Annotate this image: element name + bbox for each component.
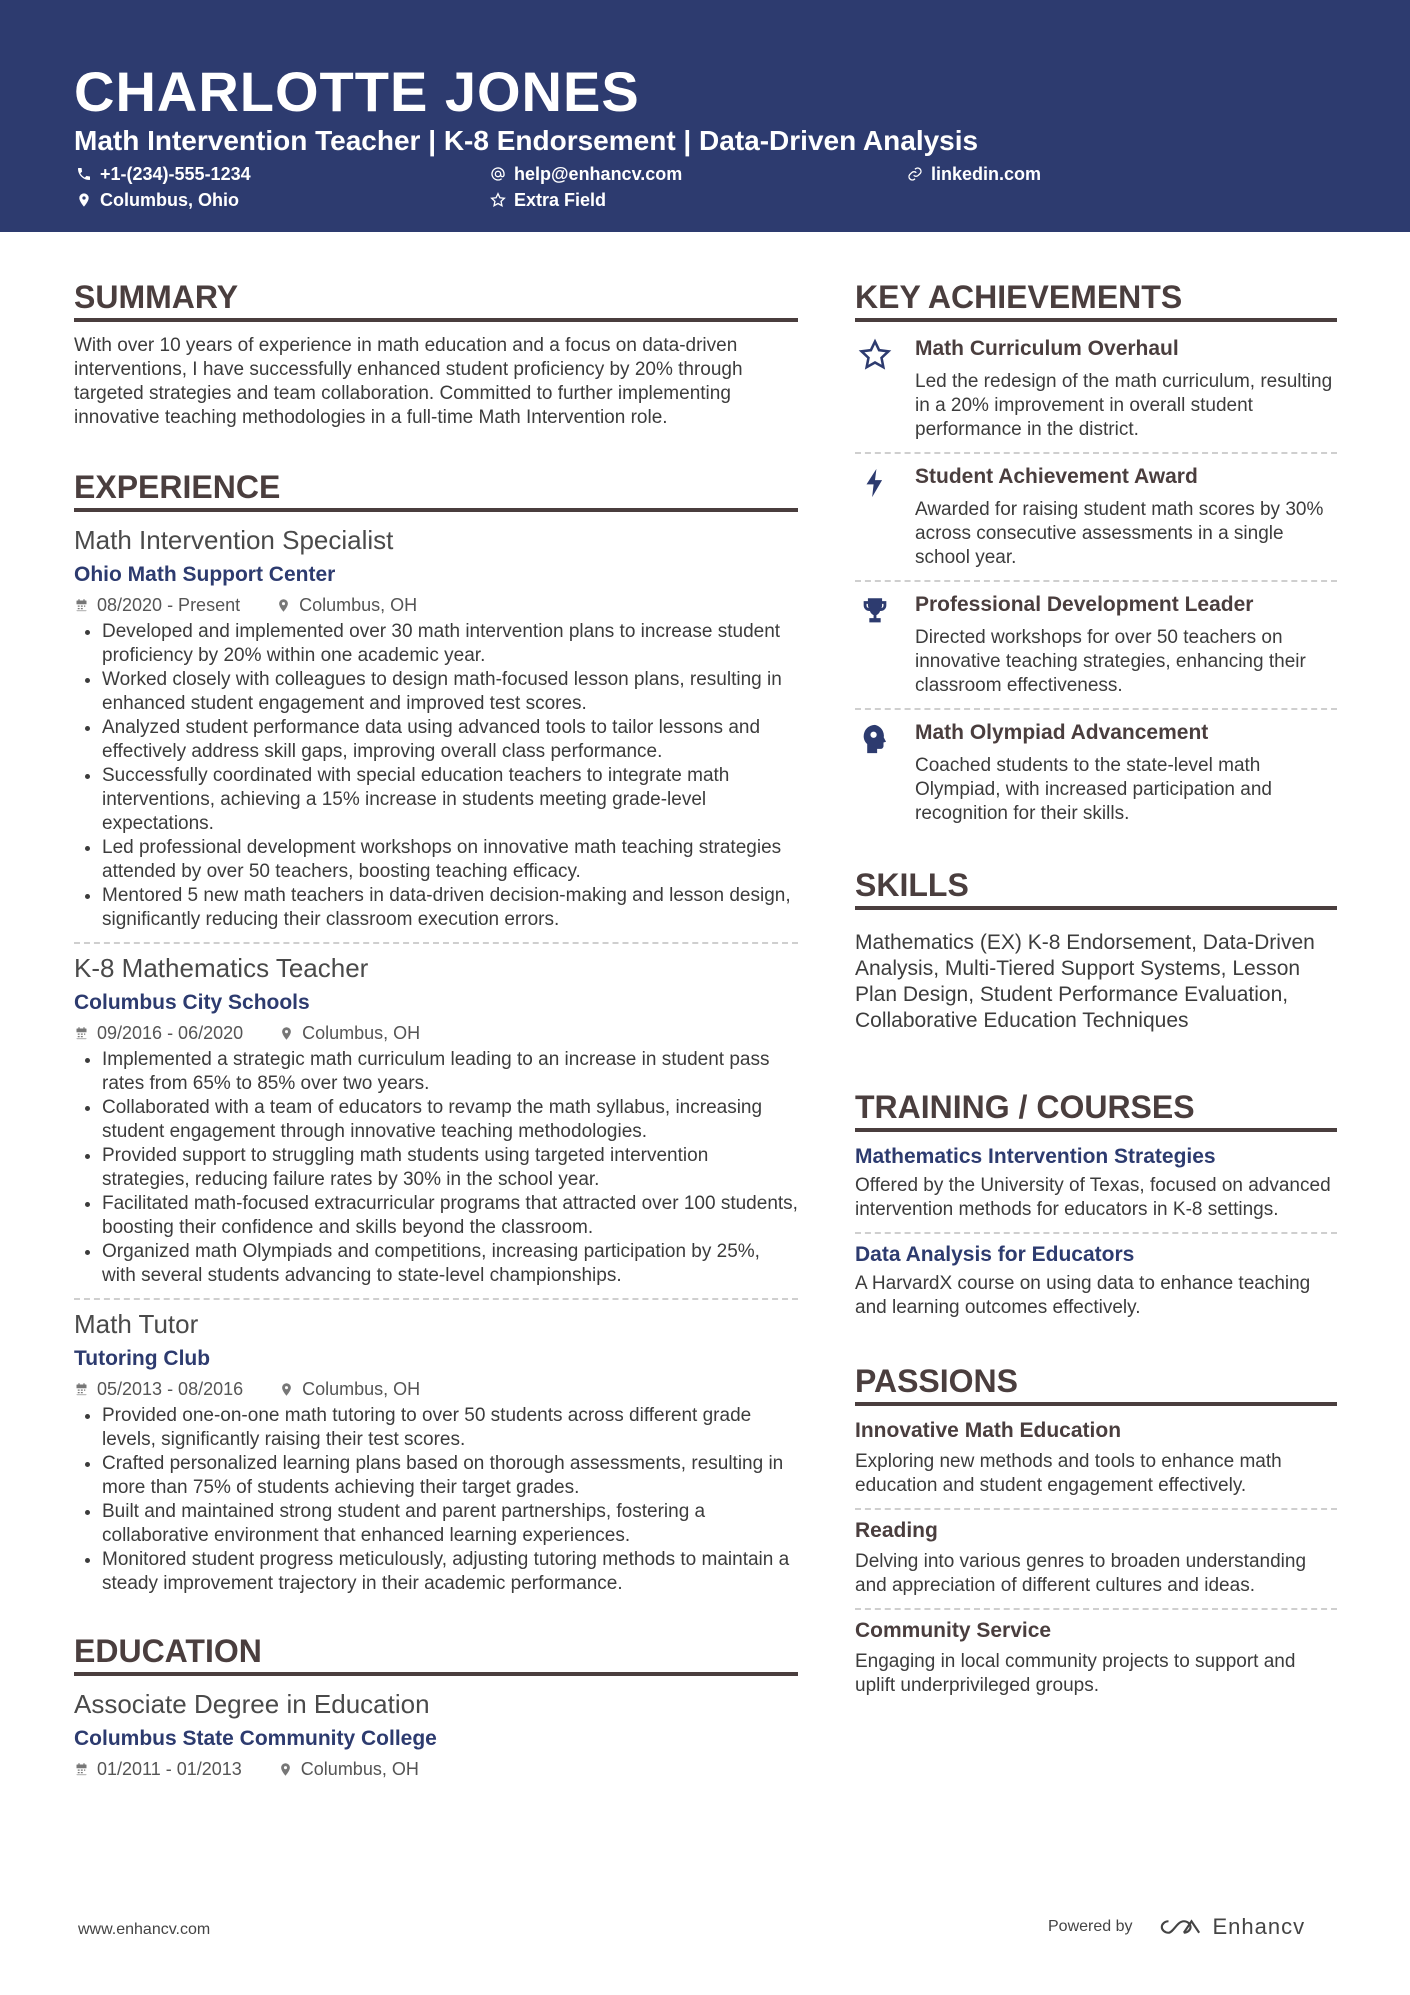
education-degree: Associate Degree in Education	[74, 1689, 430, 1719]
location-text: Columbus, Ohio	[100, 190, 239, 210]
candidate-title: Math Intervention Teacher | K-8 Endorsement | Data-Driven Analysis	[74, 125, 979, 156]
job-bullet: • Successfully coordinated with special education teachers to integrate math interventions, achieving a 15% increase in students meeting grade-level expectations.	[102, 764, 798, 836]
infinity-logo-icon	[1157, 1915, 1203, 1939]
experience-item	[74, 524, 798, 932]
job-meta	[74, 1022, 798, 1044]
achievement-title: Math Curriculum Overhaul	[915, 337, 1179, 360]
resume-header	[0, 0, 1410, 232]
at-icon	[490, 166, 506, 182]
course-desc: Offered by the University of Texas, focused on advanced intervention methods for educators in K-8 settings.	[855, 1175, 1331, 1220]
contact-extra	[490, 189, 606, 211]
job-bullets	[74, 1048, 798, 1288]
passion-title: Innovative Math Education	[855, 1419, 1122, 1442]
course-desc: A HarvardX course on using data to enhance teaching and learning outcomes effectively.	[855, 1273, 1311, 1318]
star-icon	[858, 338, 892, 372]
divider	[74, 1298, 798, 1300]
calendar-icon	[74, 1382, 89, 1397]
job-bullet: • Worked closely with colleagues to design math-focused lesson plans, resulting in enhanced student engagement and improved test scores.	[102, 668, 798, 716]
achievement-item	[855, 334, 1337, 442]
phone-text: +1-(234)-555-1234	[100, 164, 251, 184]
experience-item	[74, 1308, 798, 1596]
experience-item	[74, 952, 798, 1288]
achievement-desc: Coached students to the state-level math Olympiad, with increased participation and recognition for their skills.	[915, 755, 1272, 824]
job-bullet: • Mentored 5 new math teachers in data-driven decision-making and lesson design, significantly reducing their classroom execution errors.	[102, 884, 798, 932]
skills-heading: SKILLS	[855, 866, 1337, 910]
powered-by-text: Powered by	[1048, 1918, 1133, 1935]
job-bullets	[74, 620, 798, 932]
passion-title: Reading	[855, 1519, 938, 1542]
calendar-icon	[74, 598, 89, 613]
job-company[interactable]: Columbus City Schools	[74, 991, 310, 1014]
extra-text: Extra Field	[514, 190, 607, 210]
location-pin-icon	[76, 192, 92, 208]
footer-branding	[1048, 1914, 1305, 1940]
star-icon	[490, 192, 506, 208]
job-bullet: • Provided support to struggling math students using targeted intervention strategies, reducing failure rates by 30% in the school year.	[102, 1144, 798, 1192]
job-role: Math Intervention Specialist	[74, 525, 394, 555]
education-school[interactable]: Columbus State Community College	[74, 1727, 437, 1750]
education-meta	[74, 1758, 798, 1780]
course-title: Data Analysis for Educators	[855, 1243, 1135, 1266]
achievement-item	[855, 590, 1337, 698]
job-bullet: • Organized math Olympiads and competitions, increasing participation by 25%, with several students advancing to state-level championships.	[102, 1240, 798, 1288]
skills-text: Mathematics (EX) K-8 Endorsement, Data-Driven Analysis, Multi-Tiered Support Systems, Lesson Plan Design, Student Performance Evaluation, Collaborative Education Techniques	[855, 931, 1315, 1032]
divider	[855, 1608, 1337, 1610]
divider	[855, 452, 1337, 454]
passion-desc: Delving into various genres to broaden understanding and appreciation of different cultures and ideas.	[855, 1551, 1307, 1596]
job-role: K-8 Mathematics Teacher	[74, 953, 369, 983]
job-dates: 08/2020 - Present	[97, 595, 241, 615]
job-meta	[74, 594, 798, 616]
passion-desc: Exploring new methods and tools to enhance math education and student engagement effectively.	[855, 1451, 1282, 1496]
job-bullet: • Developed and implemented over 30 math intervention plans to increase student proficiency by 20% within one academic year.	[102, 620, 798, 668]
education-dates: 01/2011 - 01/2013	[97, 1759, 242, 1779]
job-bullet: • Built and maintained strong student and parent partnerships, fostering a collaborative environment that enhanced learning experiences.	[102, 1500, 798, 1548]
achievement-desc: Awarded for raising student math scores by 30% across consecutive assessments in a single school year.	[915, 499, 1324, 568]
achievement-item	[855, 462, 1337, 570]
email-text: help@enhancv.com	[514, 164, 683, 184]
education-item	[74, 1688, 798, 1780]
passion-desc: Engaging in local community projects to support and uplift underprivileged groups.	[855, 1651, 1296, 1696]
linkedin-text: linkedin.com	[931, 164, 1042, 184]
job-bullet: • Provided one-on-one math tutoring to over 50 students across different grade levels, significantly raising their test scores.	[102, 1404, 798, 1452]
job-location: Columbus, OH	[299, 595, 418, 615]
education-location: Columbus, OH	[300, 1759, 419, 1779]
passion-title: Community Service	[855, 1619, 1052, 1642]
brand-name: Enhancv	[1212, 1914, 1306, 1939]
head-icon	[858, 722, 892, 756]
enhancv-logo[interactable]	[1157, 1914, 1306, 1940]
divider	[74, 942, 798, 944]
job-company[interactable]: Tutoring Club	[74, 1347, 211, 1370]
calendar-icon	[74, 1026, 89, 1041]
achievement-desc: Led the redesign of the math curriculum, resulting in a 20% improvement in overall student performance in the district.	[915, 371, 1333, 440]
link-icon	[907, 166, 923, 182]
passion-item	[855, 1418, 1337, 1498]
footer-website[interactable]: www.enhancv.com	[78, 1921, 211, 1938]
right-column	[855, 278, 1337, 1698]
achievements-heading: KEY ACHIEVEMENTS	[855, 278, 1337, 322]
location-pin-icon	[279, 1026, 294, 1041]
contact-email[interactable]	[490, 163, 682, 185]
experience-heading: EXPERIENCE	[74, 468, 798, 512]
phone-icon	[76, 166, 92, 182]
passion-item	[855, 1618, 1337, 1698]
summary-text: With over 10 years of experience in math education and a focus on data-driven interventions, I have successfully enhanced student proficiency by 20% through targeted strategies and team collaboration. Committed to further implementing innovative teaching methodologies in a full-time Math Intervention role.	[74, 335, 743, 428]
job-role: Math Tutor	[74, 1309, 199, 1339]
divider	[855, 1508, 1337, 1510]
location-pin-icon	[279, 1382, 294, 1397]
achievement-title: Math Olympiad Advancement	[915, 721, 1209, 744]
job-bullet: • Analyzed student performance data using advanced tools to tailor lessons and effectively address skill gaps, improving overall class performance.	[102, 716, 798, 764]
job-company[interactable]: Ohio Math Support Center	[74, 563, 336, 586]
contact-location	[76, 189, 239, 211]
job-dates: 09/2016 - 06/2020	[97, 1023, 244, 1043]
location-pin-icon	[276, 598, 291, 613]
course-item	[855, 1242, 1337, 1320]
achievement-title: Professional Development Leader	[915, 593, 1254, 616]
job-bullet: • Monitored student progress meticulously, adjusting tutoring methods to maintain a steady improvement trajectory in their academic performance.	[102, 1548, 798, 1596]
job-bullet: • Crafted personalized learning plans based on thorough assessments, resulting in more than 75% of students achieving their target grades.	[102, 1452, 798, 1500]
calendar-icon	[74, 1762, 89, 1777]
candidate-name: CHARLOTTE JONES	[74, 60, 640, 123]
divider	[855, 1232, 1337, 1234]
contact-linkedin[interactable]	[907, 163, 1041, 185]
achievement-item	[855, 718, 1337, 826]
job-bullet: • Collaborated with a team of educators to revamp the math syllabus, increasing student engagement through innovative teaching methodologies.	[102, 1096, 798, 1144]
training-heading: TRAINING / COURSES	[855, 1088, 1337, 1132]
passions-heading: PASSIONS	[855, 1362, 1337, 1406]
location-pin-icon	[278, 1762, 293, 1777]
contact-phone[interactable]	[76, 163, 251, 185]
course-item	[855, 1144, 1337, 1222]
left-column	[74, 278, 798, 1780]
job-bullet: • Implemented a strategic math curriculum leading to an increase in student pass rates from 65% to 85% over two years.	[102, 1048, 798, 1096]
divider	[855, 580, 1337, 582]
course-title: Mathematics Intervention Strategies	[855, 1145, 1216, 1168]
achievement-desc: Directed workshops for over 50 teachers on innovative teaching strategies, enhancing their classroom effectiveness.	[915, 627, 1306, 696]
trophy-icon	[858, 594, 892, 628]
job-location: Columbus, OH	[302, 1379, 421, 1399]
job-location: Columbus, OH	[302, 1023, 421, 1043]
passion-item	[855, 1518, 1337, 1598]
job-dates: 05/2013 - 08/2016	[97, 1379, 244, 1399]
job-bullet: • Led professional development workshops on innovative math teaching strategies attended by over 50 teachers, boosting teaching efficacy.	[102, 836, 798, 884]
education-heading: EDUCATION	[74, 1632, 798, 1676]
lightning-icon	[858, 466, 892, 500]
job-meta	[74, 1378, 798, 1400]
job-bullet: • Facilitated math-focused extracurricular programs that attracted over 100 students, boosting their confidence and skills beyond the classroom.	[102, 1192, 798, 1240]
job-bullets	[74, 1404, 798, 1596]
divider	[855, 708, 1337, 710]
achievement-title: Student Achievement Award	[915, 465, 1198, 488]
summary-heading: SUMMARY	[74, 278, 798, 322]
